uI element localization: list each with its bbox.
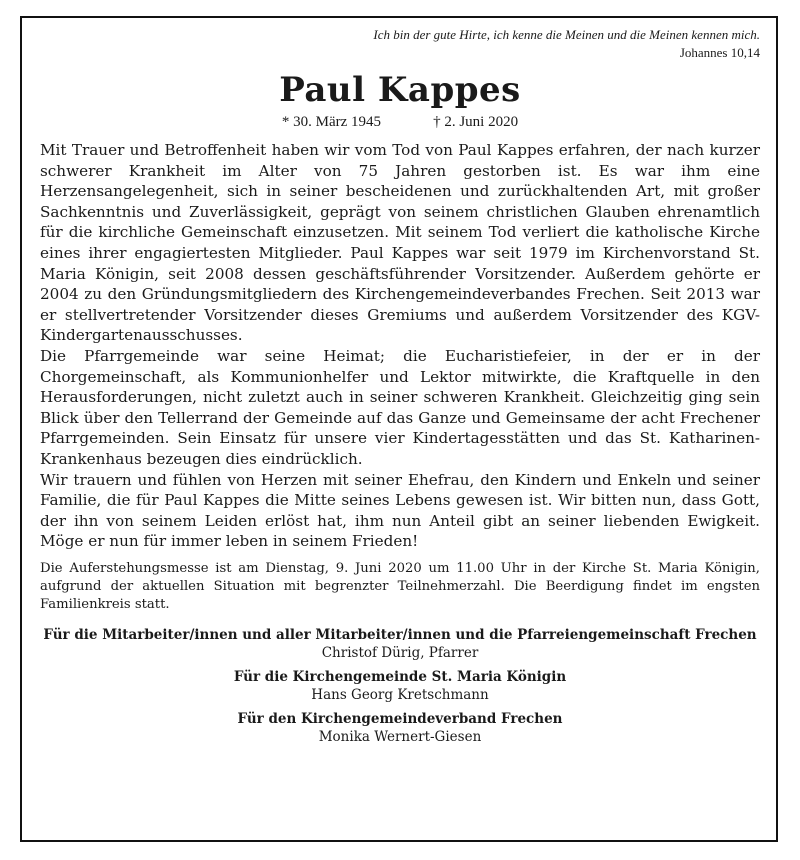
signature-person: Christof Dürig, Pfarrer [321, 644, 479, 661]
obituary-paragraph: Wir trauern und fühlen von Herzen mit seiner Ehefrau, den Kindern und Enkeln und seiner Familie, die für Paul Kappes die Mitte seines Lebens gewesen ist. Wir bitten nun, dass Gott, der ihn von seinem Leiden erlöst hat, ihm nun Anteil gibt an seiner liebenden Ewigkeit. Möge er nun für immer leben in seinem Frieden! [40, 470, 760, 551]
signature-person: Hans Georg Kretschmann [311, 686, 489, 703]
bible-quote-source: Johannes 10,14 [679, 45, 760, 60]
obituary-paragraph: Die Pfarrgemeinde war seine Heimat; die Eucharistiefeier, in der er in der Chorgemeinschaft, als Kommunionhelfer und Lektor mitwirkte, die Kraftquelle in den Herausforderungen, nicht zuletzt auch in seiner schweren Krankheit. Gleichzeitig ging sein Blick über den Tellerrand der Gemeinde auf das Ganze und Gemeinsame der acht Frechener Pfarrgemeinden. Sein Einsatz für unsere vier Kindertagesstätten und das St. Katharinen-Krankenhaus bezeugen dies eindrücklich. [40, 346, 760, 468]
death-date: † 2. Juni 2020 [433, 114, 519, 130]
signature-organization: Für den Kirchengemeindeverband Frechen [237, 710, 563, 727]
signature-block [40, 668, 760, 704]
bible-quote: Ich bin der gute Hirte, ich kenne die Meinen und die Meinen kennen mich. [373, 27, 760, 42]
birth-date: * 30. März 1945 [281, 114, 382, 130]
signature-person: Monika Wernert-Giesen [318, 728, 482, 745]
signature-block [40, 626, 760, 662]
signature-organization: Für die Kirchengemeinde St. Maria Königin [233, 668, 567, 685]
obituary-text [40, 140, 760, 552]
funeral-notice: Die Auferstehungsmesse ist am Dienstag, 9. Juni 2020 um 11.00 Uhr in der Kirche St. Maria Königin, aufgrund der aktuellen Situation mit begrenzter Teilnehmerzahl. Die Beerdigung findet im engsten Familienkreis statt. [40, 560, 760, 612]
signature-organization: Für die Mitarbeiter/innen und aller Mitarbeiter/innen und die Pfarreiengemeinschaft Frechen [43, 626, 757, 643]
deceased-name: Paul Kappes [279, 70, 521, 110]
obituary-paragraph: Mit Trauer und Betroffenheit haben wir vom Tod von Paul Kappes erfahren, der nach kurzer schwerer Krankheit im Alter von 75 Jahren gestorben ist. Es war ihm eine Herzensangelegenheit, sich in seiner bescheidenen und zurückhaltenden Art, mit großer Sachkenntnis und Zuverlässigkeit, geprägt von seinem christlichen Glauben ehrenamtlich für die kirchliche Gemeinschaft einzusetzen. Mit seinem Tod verliert die katholische Kirche eines ihrer engagiertesten Mitglieder. Paul Kappes war seit 1979 im Kirchenvorstand St. Maria Königin, seit 2008 dessen geschäftsführender Vorsitzender. Außerdem gehörte er 2004 zu den Gründungsmitgliedern des Kirchengemeindeverbandes Frechen. Seit 2013 war er stellvertretender Vorsitzender dieses Gremiums und außerdem Vorsitzender des KGV-Kindergartenausschusses. [40, 141, 760, 345]
obituary-content [40, 26, 760, 746]
life-dates [40, 112, 760, 132]
signature-block [40, 710, 760, 746]
